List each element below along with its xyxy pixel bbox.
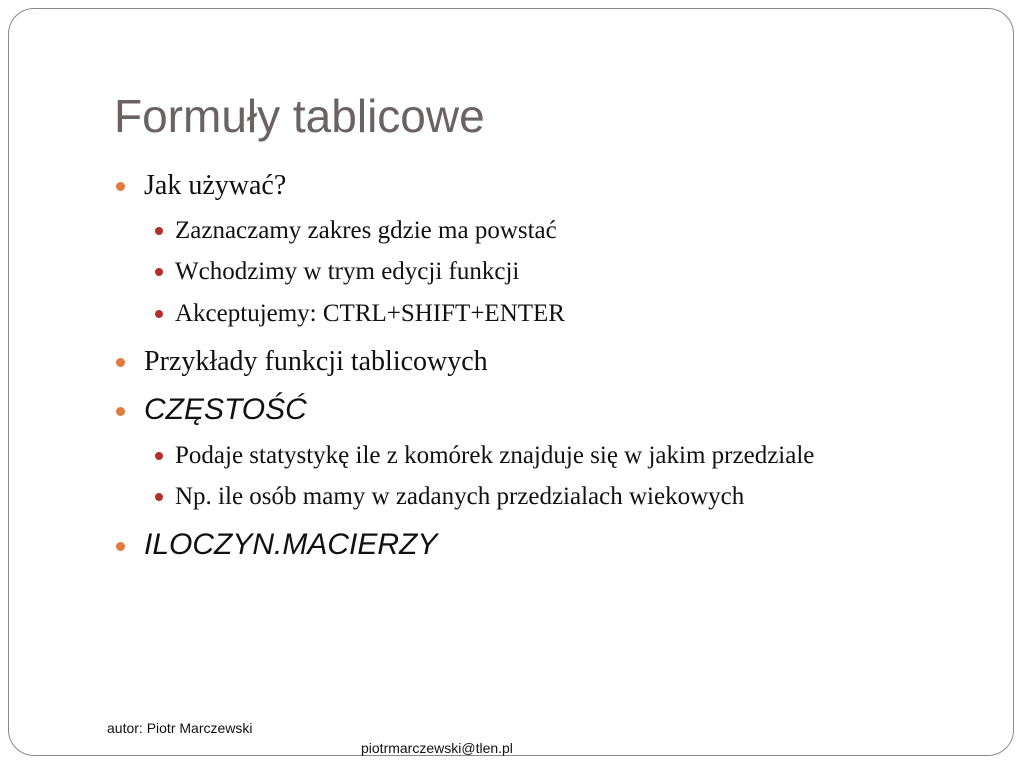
sub-bullet-item [175, 254, 519, 290]
bullet-item [144, 166, 286, 206]
sub-bullet-item [175, 438, 814, 474]
sub-bullet-text: Podaje statystykę ile z komórek znajduje się w jakim przedziale [175, 442, 815, 469]
sub-bullet-dot-icon [155, 493, 163, 501]
sub-bullet-text: Akceptujemy: CTRL+SHIFT+ENTER [175, 300, 565, 327]
sub-bullet-text: Wchodzimy w trym edycji funkcji [175, 258, 520, 285]
sub-bullet-dot-icon [155, 227, 163, 235]
sub-bullet-dot-icon [155, 452, 163, 460]
footer-email: piotrmarczewski@tlen.pl [361, 740, 513, 756]
bullet-item [144, 342, 488, 382]
footer-author: autor: Piotr Marczewski [107, 720, 253, 736]
slide-title: Formuły tablicowe [114, 90, 485, 142]
sub-bullet-text: Np. ile osób mamy w zadanych przedzialach wiekowych [175, 483, 745, 510]
bullet-dot-icon [116, 542, 125, 551]
sub-bullet-dot-icon [155, 310, 163, 318]
bullet-dot-icon [116, 407, 125, 416]
function-name: CZĘSTOŚĆ [144, 393, 307, 426]
bullet-dot-icon [116, 358, 125, 367]
sub-bullet-item [175, 479, 744, 515]
function-name: ILOCZYN.MACIERZY [144, 528, 438, 561]
sub-bullet-text: Zaznaczamy zakres gdzie ma powstać [175, 217, 557, 244]
bullet-text: Przykłady funkcji tablicowych [144, 346, 488, 377]
bullet-item [144, 390, 307, 430]
bullet-text: Jak używać? [144, 170, 287, 201]
sub-bullet-item [175, 296, 565, 332]
bullet-dot-icon [116, 182, 125, 191]
sub-bullet-dot-icon [155, 268, 163, 276]
sub-bullet-item [175, 213, 557, 249]
bullet-item [144, 525, 437, 565]
